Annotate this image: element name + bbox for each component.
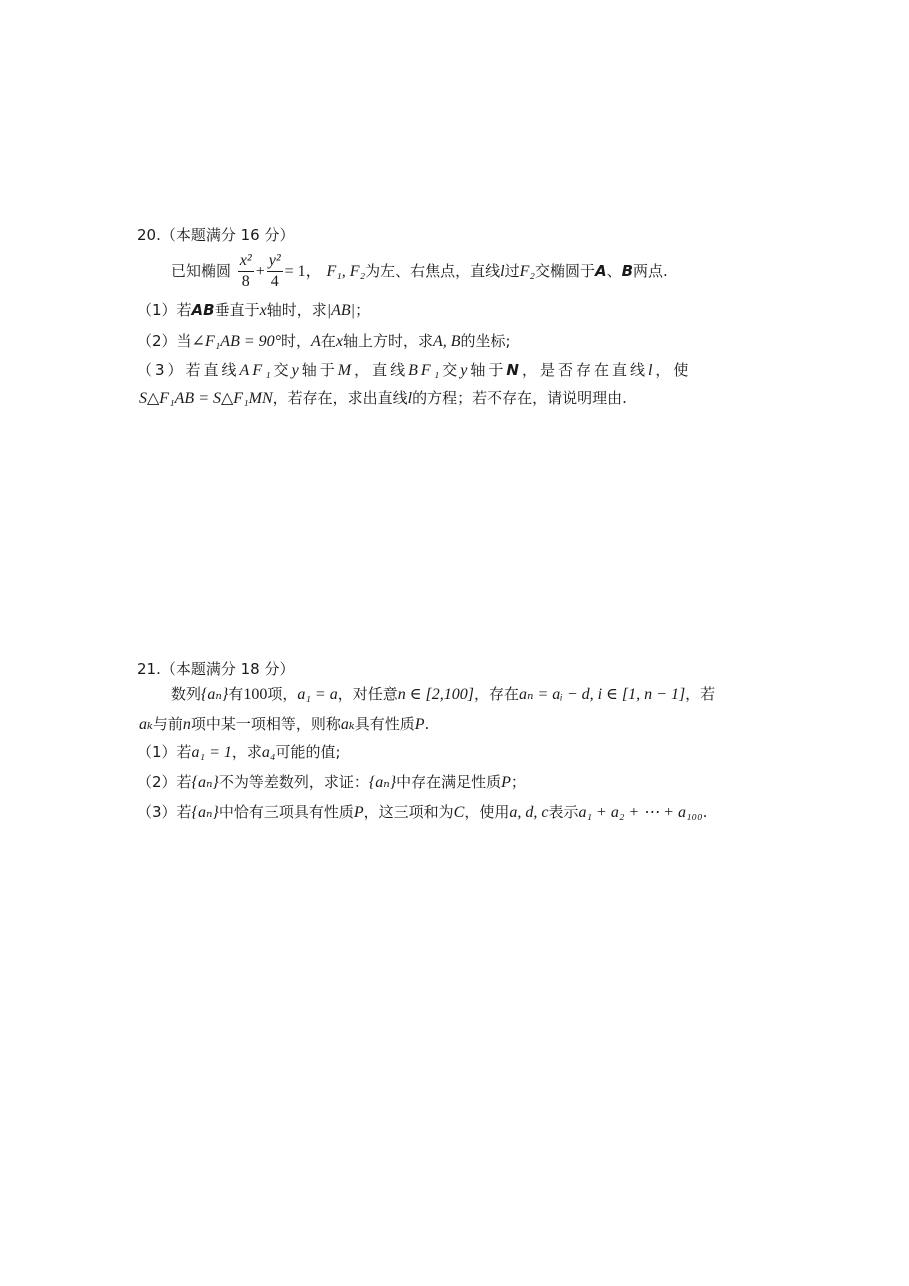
- part-label: （2）若: [137, 773, 192, 791]
- part-text: 可能的值;: [275, 743, 341, 761]
- f2-symbol: F₂: [519, 263, 535, 280]
- q20-intro-text: 两点.: [633, 262, 668, 280]
- fraction-y2-over-4: [267, 251, 283, 292]
- part-text: .: [702, 803, 708, 821]
- q21-text: 与前: [152, 715, 183, 733]
- q21-text: .: [424, 715, 430, 733]
- q20-intro-text: 过: [504, 262, 520, 280]
- part-text: 中恰有三项具有性质: [218, 803, 354, 821]
- frac-denominator: 8: [241, 273, 250, 290]
- part-text: ；: [510, 773, 526, 791]
- q21-header-text: 21.（本题满分 18 分）: [137, 660, 295, 678]
- q21-header: [137, 658, 294, 680]
- q20-intro: [171, 248, 668, 295]
- point-A: A: [311, 333, 321, 350]
- ak-symbol: aₖ: [340, 716, 355, 733]
- q20-header-text: 20.（本题满分 16 分）: [137, 226, 295, 244]
- foci-symbol: F₁, F₂: [326, 263, 366, 280]
- angle-condition: ∠F₁AB = 90°: [191, 333, 282, 350]
- point-A: A: [594, 262, 607, 280]
- q20-intro-text: 交椭圆于: [534, 262, 595, 280]
- sequence-an: {aₙ}: [201, 686, 229, 703]
- plus-sign: +: [255, 263, 265, 280]
- point-N: N: [506, 361, 522, 379]
- part-text: ，使: [655, 361, 692, 379]
- part-label: （3）若直线: [137, 361, 240, 379]
- q21-text: 项中某一项相等，则称: [190, 715, 341, 733]
- a1-equals-1: a₁ = 1: [191, 744, 232, 761]
- part-text: 表示: [548, 803, 579, 821]
- number-100: 100: [243, 686, 268, 703]
- q21-line1: [171, 683, 715, 706]
- part-text: 交: [442, 361, 461, 379]
- q20-part2: [137, 330, 511, 353]
- part-text: ，是否存在直线: [521, 361, 648, 379]
- part-text: ，使用: [464, 803, 510, 821]
- x-symbol: x: [259, 302, 267, 319]
- sum-expression: a₁ + a₂ + ⋯ + a₁₀₀: [578, 804, 703, 821]
- equals-one: = 1，: [284, 263, 322, 280]
- q20-part3-line1: [137, 359, 691, 382]
- q21-text: 项，: [267, 685, 298, 703]
- part-text: 不为等差数列，求证：: [218, 773, 369, 791]
- points-A-B: A, B: [432, 333, 461, 350]
- part-label: （1）若: [137, 301, 192, 319]
- n-symbol: n: [182, 716, 191, 733]
- part-text: 的坐标;: [460, 332, 511, 350]
- part-label: （3）若: [137, 803, 192, 821]
- part-text: 时，: [281, 332, 312, 350]
- line-l-symbol: l: [647, 362, 656, 379]
- part-text: 交: [273, 361, 292, 379]
- q20-intro-text: 为左、右焦点，直线: [365, 262, 501, 280]
- line-l-symbol: l: [500, 263, 505, 280]
- fraction-x2-over-8: [238, 251, 254, 292]
- n-range: n ∈ [2,100]: [397, 686, 474, 703]
- part-text: 在: [320, 332, 336, 350]
- q20-part3-line2: [139, 387, 627, 410]
- q21-part3: [137, 801, 707, 824]
- part-label: （2）当: [137, 332, 192, 350]
- q20-header: [137, 224, 294, 246]
- area-equation: S△F₁AB = S△F₁MN: [139, 390, 273, 407]
- segment-BF1: BF₁: [408, 362, 443, 379]
- q21-text: ，存在: [474, 685, 520, 703]
- sequence-an: {aₙ}: [191, 774, 219, 791]
- part-text: ，若存在，求出直线: [272, 389, 408, 407]
- vars-a-d-c: a, d, c: [509, 804, 549, 821]
- separator: 、: [606, 262, 622, 280]
- q21-text: 有: [228, 685, 244, 703]
- part-text: ，这三项和为: [363, 803, 454, 821]
- q21-text: 数列: [171, 685, 202, 703]
- y-symbol: y: [291, 362, 302, 379]
- segment-AF1: AF₁: [239, 362, 274, 379]
- a1-equals-a: a₁ = a: [297, 686, 338, 703]
- segment-AB: AB: [191, 301, 215, 319]
- property-P: P: [414, 716, 425, 733]
- frac-denominator: 4: [270, 273, 279, 290]
- q21-text: ，若: [685, 685, 716, 703]
- point-B: B: [621, 262, 634, 280]
- frac-numerator: y²: [267, 251, 283, 272]
- q21-part1: [137, 741, 341, 764]
- y-symbol: y: [460, 362, 471, 379]
- part-text: ，直线: [354, 361, 409, 379]
- line-l-symbol: l: [407, 390, 413, 407]
- part-text: 轴上方时，求: [342, 332, 433, 350]
- sum-C: C: [453, 804, 465, 821]
- ak-symbol: aₖ: [139, 716, 153, 733]
- part-text: 轴于: [301, 361, 338, 379]
- q21-text: ，对任意: [337, 685, 398, 703]
- q21-part2: [137, 771, 526, 794]
- part-text: ，求: [231, 743, 262, 761]
- part-text: 中存在满足性质: [396, 773, 502, 791]
- a4-symbol: a₄: [261, 744, 276, 761]
- an-definition: aₙ = aᵢ − d, i ∈ [1, n − 1]: [519, 686, 686, 703]
- part-text: 的方程；若不存在，请说明理由.: [412, 389, 627, 407]
- part-text: 垂直于: [214, 301, 260, 319]
- q20-part1: [137, 299, 370, 322]
- part-text: ；: [355, 301, 371, 319]
- q20-intro-text: 已知椭圆: [171, 262, 232, 280]
- property-P: P: [501, 774, 511, 791]
- frac-numerator: x²: [238, 251, 254, 272]
- part-text: 轴时，求: [266, 301, 327, 319]
- x-symbol: x: [335, 333, 343, 350]
- q21-line2: [139, 713, 429, 736]
- abs-AB: |AB|: [326, 302, 356, 319]
- sequence-an: {aₙ}: [191, 804, 219, 821]
- part-text: 轴于: [470, 361, 507, 379]
- part-label: （1）若: [137, 743, 192, 761]
- q21-text: 具有性质: [354, 715, 415, 733]
- point-M: M: [337, 362, 355, 379]
- sequence-an: {aₙ}: [368, 774, 397, 791]
- property-P: P: [353, 804, 364, 821]
